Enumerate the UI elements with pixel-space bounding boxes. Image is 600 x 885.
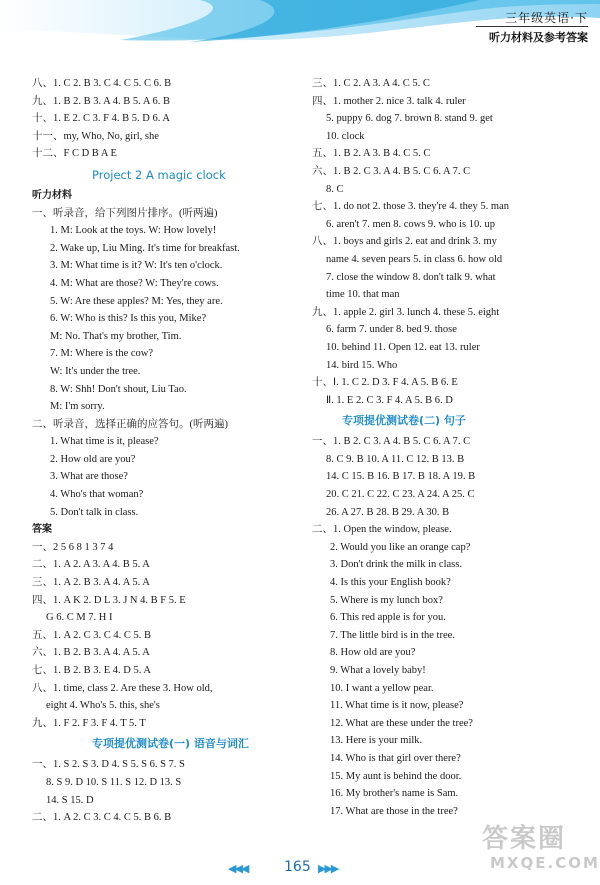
answer-line: 一、2 5 6 8 1 3 7 4 [32, 541, 114, 553]
answer-line: 九、1. apple 2. girl 3. lunch 4. these 5. eight [312, 306, 500, 318]
answer-line: 17. What are those in the tree? [330, 805, 458, 817]
answer-line: 十、1. E 2. C 3. F 4. B 5. D 6. A [32, 113, 170, 125]
answer-line: 14. bird 15. Who [326, 359, 398, 371]
answer-line: 四、1. mother 2. nice 3. talk 4. ruler [312, 95, 466, 107]
answer-line: 一、1. B 2. C 3. A 4. B 5. C 6. A 7. C [312, 436, 471, 448]
answer-line: 8. C 9. B 10. A 11. C 12. B 13. B [326, 453, 465, 465]
answer-line: 2. Would you like an orange cap? [330, 541, 471, 553]
answer-line: 5. puppy 6. dog 7. brown 8. stand 9. get [326, 113, 493, 125]
answer-line: 10. I want a yellow pear. [330, 682, 434, 694]
answer-line: 2. How old are you? [50, 453, 136, 465]
watermark-url: MXQE.COM [490, 854, 600, 872]
answer-line: 7. M: Where is the cow? [50, 348, 154, 360]
answer-line: 3. M: What time is it? W: It's ten o'clock. [50, 260, 223, 272]
answer-line: 1. What time is it, please? [50, 436, 159, 448]
answer-line: 4. Who's that woman? [50, 489, 144, 501]
answer-line: 八、1. boys and girls 2. eat and drink 3. my [312, 236, 497, 248]
left-arrows-icon: ◀◀◀ [228, 863, 248, 875]
answer-line: G 6. C M 7. H I [46, 612, 113, 624]
answer-line: 七、1. do not 2. those 3. they're 4. they 5. man [312, 201, 509, 213]
answer-line: Ⅱ. 1. E 2. C 3. F 4. A 5. B 6. D [326, 394, 453, 406]
answer-line: time 10. that man [326, 289, 400, 301]
answer-line: 6. W: Who is this? Is this you, Mike? [50, 313, 207, 325]
answer-line: 二、1. Open the window, please. [312, 524, 452, 536]
answer-line: 一、听录音，给下列图片排序。(听两遍) [32, 207, 218, 219]
answer-line: 九、1. F 2. F 3. F 4. T 5. T [32, 717, 146, 729]
answer-line: 七、1. B 2. B 3. E 4. D 5. A [32, 665, 152, 676]
answer-line: 13. Here is your milk. [330, 735, 423, 747]
answer-line: name 4. seven pears 5. in class 6. how old [326, 253, 503, 265]
answer-line: 5. Where is my lunch box? [330, 594, 443, 606]
answer-line: 5. Don't talk in class. [50, 506, 139, 518]
section-title: 专项提优测试卷(二) 句子 [342, 414, 466, 428]
answer-line: 5. W: Are these apples? M: Yes, they are. [50, 295, 223, 307]
answer-line: 6. aren't 7. men 8. cows 9. who is 10. up [326, 218, 495, 230]
answer-line: 八、1. C 2. B 3. C 4. C 5. C 6. B [32, 78, 172, 89]
watermark-logo [474, 816, 600, 878]
answer-line: 九、1. B 2. B 3. A 4. B 5. A 6. B [32, 95, 170, 107]
answer-line: 4. M: What are those? W: They're cows. [50, 277, 219, 289]
answer-line: 十二、F C D B A E [32, 148, 117, 160]
answer-line: 12. What are these under the tree? [330, 717, 473, 729]
section-title: Project 2 A magic clock [92, 167, 226, 182]
section-label: 答案 [32, 524, 52, 536]
answer-line: 15. My aunt is behind the door. [330, 770, 462, 782]
page-number: 165 [284, 859, 311, 875]
section-label: 听力材料 [32, 189, 72, 201]
header-rule [476, 26, 588, 27]
answer-line: 二、1. A 2. A 3. A 4. B 5. A [32, 559, 150, 571]
answer-line: 6. This red apple is for you. [330, 612, 446, 624]
answer-line: 7. The little bird is in the tree. [330, 629, 455, 641]
answer-line: 二、1. A 2. C 3. C 4. C 5. B 6. B [32, 812, 172, 824]
answer-line: W: It's under the tree. [50, 365, 141, 377]
answer-line: 六、1. B 2. C 3. A 4. B 5. C 6. A 7. C [312, 165, 471, 177]
answer-line: 8. W: Shh! Don't shout, Liu Tao. [50, 383, 187, 395]
answer-line: 六、1. B 2. B 3. A 4. A 5. A [32, 647, 150, 659]
answer-line: 20. C 21. C 22. C 23. A 24. A 25. C [326, 489, 475, 501]
answer-line: 四、1. A K 2. D L 3. J N 4. B F 5. E [32, 594, 186, 606]
answer-line: 二、听录音，选择正确的应答句。(听两遍) [32, 418, 228, 430]
answer-line: 8. S 9. D 10. S 11. S 12. D 13. S [46, 776, 182, 788]
watermark-text: 答案圈 [482, 824, 567, 854]
answer-line: 八、1. time, class 2. Are these 3. How old, [32, 682, 213, 694]
answer-line: 7. close the window 8. don't talk 9. what [326, 271, 496, 283]
answer-line: 五、1. A 2. C 3. C 4. C 5. B [32, 629, 152, 641]
header-grade: 三年级英语·下 [505, 11, 588, 25]
answer-line: 8. How old are you? [330, 647, 416, 659]
answer-line: 三、1. A 2. B 3. A 4. A 5. A [32, 577, 150, 589]
answer-line: 十一、my, Who, No, girl, she [32, 130, 159, 142]
answer-line: 6. farm 7. under 8. bed 9. those [326, 324, 457, 336]
answer-line: eight 4. Who's 5. this, she's [46, 700, 160, 712]
answer-line: 4. Is this your English book? [330, 577, 451, 589]
answer-line: 11. What time is it now, please? [330, 700, 464, 712]
answer-line: 三、1. C 2. A 3. A 4. C 5. C [312, 78, 430, 89]
right-arrows-icon: ▶▶▶ [318, 863, 338, 875]
answer-line: 3. What are those? [50, 471, 128, 483]
answer-line: 五、1. B 2. A 3. B 4. C 5. C [312, 148, 431, 160]
section-title: 专项提优测试卷(一) 语音与词汇 [92, 737, 249, 751]
right-column [312, 75, 590, 820]
answer-line: 14. Who is that girl over there? [330, 752, 461, 764]
answer-line: M: I'm sorry. [50, 401, 105, 413]
answer-line: 14. C 15. B 16. B 17. B 18. A 19. B [326, 471, 476, 483]
left-column [32, 75, 300, 827]
answer-line: 14. S 15. D [46, 794, 94, 806]
answer-line: 一、1. S 2. S 3. D 4. S 5. S 6. S 7. S [32, 759, 185, 771]
answer-line: 10. clock [326, 130, 365, 142]
answer-line: 10. behind 11. Open 12. eat 13. ruler [326, 341, 480, 353]
answer-line: 16. My brother's name is Sam. [330, 788, 459, 800]
answer-line: 26. A 27. B 28. B 29. A 30. B [326, 506, 450, 518]
answer-line: 十、Ⅰ. 1. C 2. D 3. F 4. A 5. B 6. E [312, 377, 458, 389]
answer-line: 8. C [326, 183, 344, 195]
answer-line: 9. What a lovely baby! [330, 665, 426, 676]
header-subtitle: 听力材料及参考答案 [489, 31, 588, 44]
answer-line: 2. Wake up, Liu Ming. It's time for breakfast. [50, 242, 240, 254]
answer-line: M: No. That's my brother, Tim. [50, 330, 182, 342]
answer-line: 1. M: Look at the toys. W: How lovely! [50, 225, 217, 237]
answer-line: 3. Don't drink the milk in class. [330, 559, 462, 571]
